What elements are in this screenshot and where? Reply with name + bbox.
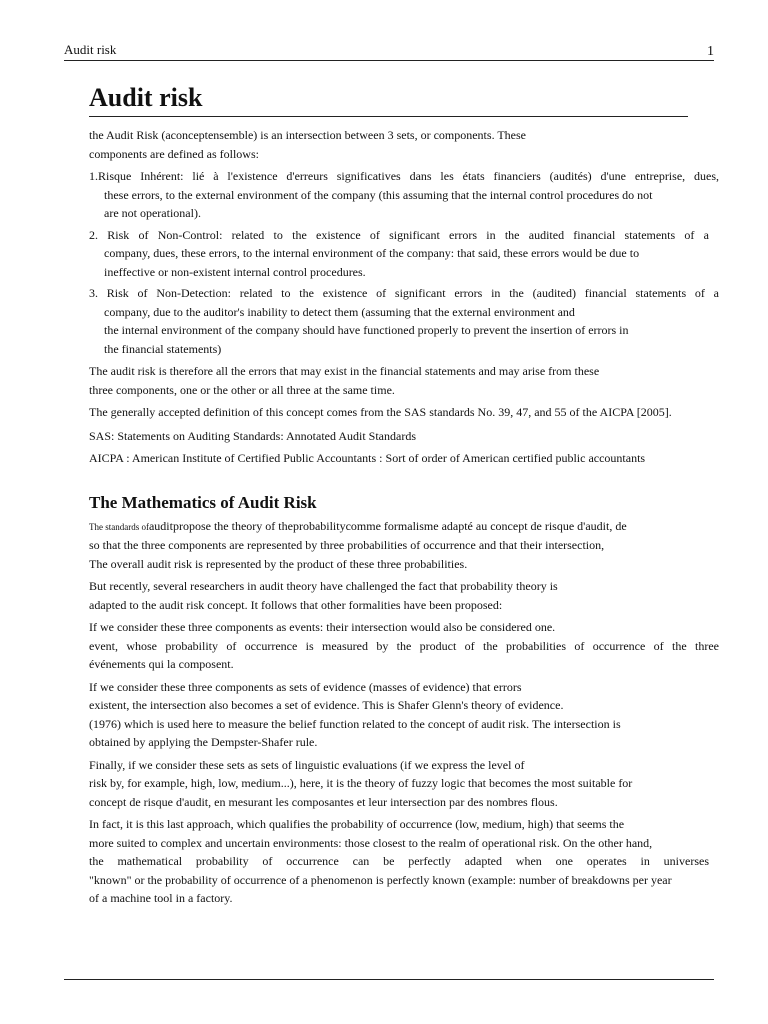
title-underline (89, 116, 688, 117)
text-line: more suited to complex and uncertain environments: those closest to the realm of operational risk. On the other hand, (89, 835, 653, 850)
text-line: three components, one or the other or all three at the same time. (89, 382, 395, 397)
text-line: are not operational). (104, 206, 201, 220)
page-header (64, 42, 714, 61)
list-item (89, 284, 719, 358)
text-line: In fact, it is this last approach, which qualifies the probability of occurrence (low, medium, high) that seems the (89, 817, 625, 831)
text-line: The audit risk is therefore all the errors that may exist in the financial statements and may arise from these (89, 364, 600, 378)
text-line: these errors, to the external environment of the company (this assuming that the internal control procedures do not (104, 187, 653, 202)
text-line: company, due to the auditor's inability to detect them (assuming that the external environment and (104, 304, 575, 319)
text-line: the financial statements) (104, 341, 222, 356)
list-item (89, 167, 719, 223)
text-line: the internal environment of the company should have functioned properly to prevent the insertion of errors in (104, 323, 629, 337)
math-paragraph-4 (89, 678, 719, 752)
small-text: The standards of (89, 521, 149, 532)
text-line: the mathematical probability of occurrence can be perfectly adapted when one operates in universes (89, 854, 709, 868)
document-title: Audit risk (89, 83, 203, 112)
math-paragraph-5 (89, 756, 719, 812)
text-line: If we consider these three components as events: their intersection would also be considered one. (89, 620, 556, 634)
text-line: concept de risque d'audit, en mesurant les composantes et leur intersection par des nombres flous. (89, 794, 558, 809)
text-line: (1976) which is used here to measure the belief function related to the concept of audit risk. The intersection is (89, 716, 621, 731)
text-line: Finally, if we consider these sets as sets of linguistic evaluations (if we express the level of (89, 757, 525, 772)
math-paragraph-6 (89, 815, 719, 908)
text-line: But recently, several researchers in audit theory have challenged the fact that probability theory is (89, 579, 558, 593)
math-paragraph-1 (89, 517, 719, 574)
text-line: SAS: Statements on Auditing Standards: Annotated Audit Standards (89, 428, 416, 443)
text-line: événements qui la composent. (89, 657, 234, 671)
text-line: components are defined as follows: (89, 146, 259, 161)
text-line: 1.Risque Inhérent: lié à l'existence d'erreurs significatives dans les états financiers (audités) d'une entreprise, dues, (89, 169, 719, 183)
page-number: 1 (707, 44, 714, 59)
text-line: so that the three components are represented by three probabilities of occurrence and that their intersection, (89, 538, 605, 552)
text-line: company, dues, these errors, to the internal environment of the company: that said, these errors would be due to (104, 246, 640, 260)
definition-paragraph (89, 403, 719, 422)
text-line: The generally accepted definition of this concept comes from the SAS standards No. 39, 47, and 55 of the AICPA [2005]. (89, 405, 672, 419)
text-line: obtained by applying the Dempster-Shafer rule. (89, 735, 318, 749)
intro-paragraph (89, 126, 719, 163)
text-line: 3. Risk of Non-Detection: related to the existence of significant errors in the (audited) financial statements of a (89, 286, 719, 300)
text-line: 2. Risk of Non-Control: related to the existence of significant errors in the audited financial statements of a (89, 227, 709, 242)
math-paragraph-2 (89, 577, 719, 614)
text-line: risk by, for example, high, low, medium...), here, it is the theory of fuzzy logic that becomes the most suitable for (89, 776, 633, 790)
footer-rule (64, 979, 714, 980)
text-line: adapted to the audit risk concept. It follows that other formalities have been proposed: (89, 597, 503, 612)
text-line: event, whose probability of occurrence is measured by the product of the probabilities of occurrence of the three (89, 638, 719, 653)
math-paragraph-3 (89, 618, 719, 674)
summary-paragraph (89, 362, 719, 399)
text-line: existent, the intersection also becomes a set of evidence. This is Shafer Glenn's theory of evidence. (89, 698, 564, 712)
text-line: AICPA : American Institute of Certified Public Accountants : Sort of order of American certified public accountants (89, 451, 646, 465)
text-line: "known" or the probability of occurrence of a phenomenon is perfectly known (example: number of breakdowns per year (89, 872, 672, 887)
text-line: auditpropose the theory of theprobabilitycomme formalisme adapté au concept de risque d'audit, de (148, 518, 627, 533)
list-item (89, 226, 719, 282)
text-line: The overall audit risk is represented by the product of these three probabilities. (89, 556, 468, 571)
text-line: the Audit Risk (aconceptensemble) is an intersection between 3 sets, or components. These (89, 128, 526, 142)
text-line: of a machine tool in a factory. (89, 891, 233, 905)
text-line: If we consider these three components as sets of evidence (masses of evidence) that errors (89, 679, 522, 694)
running-title: Audit risk (64, 42, 117, 57)
section-heading: The Mathematics of Audit Risk (89, 492, 317, 512)
text-line: ineffective or non-existent internal control procedures. (104, 264, 366, 279)
sas-note (89, 427, 719, 446)
document-body (89, 82, 719, 912)
aicpa-note (89, 449, 719, 468)
